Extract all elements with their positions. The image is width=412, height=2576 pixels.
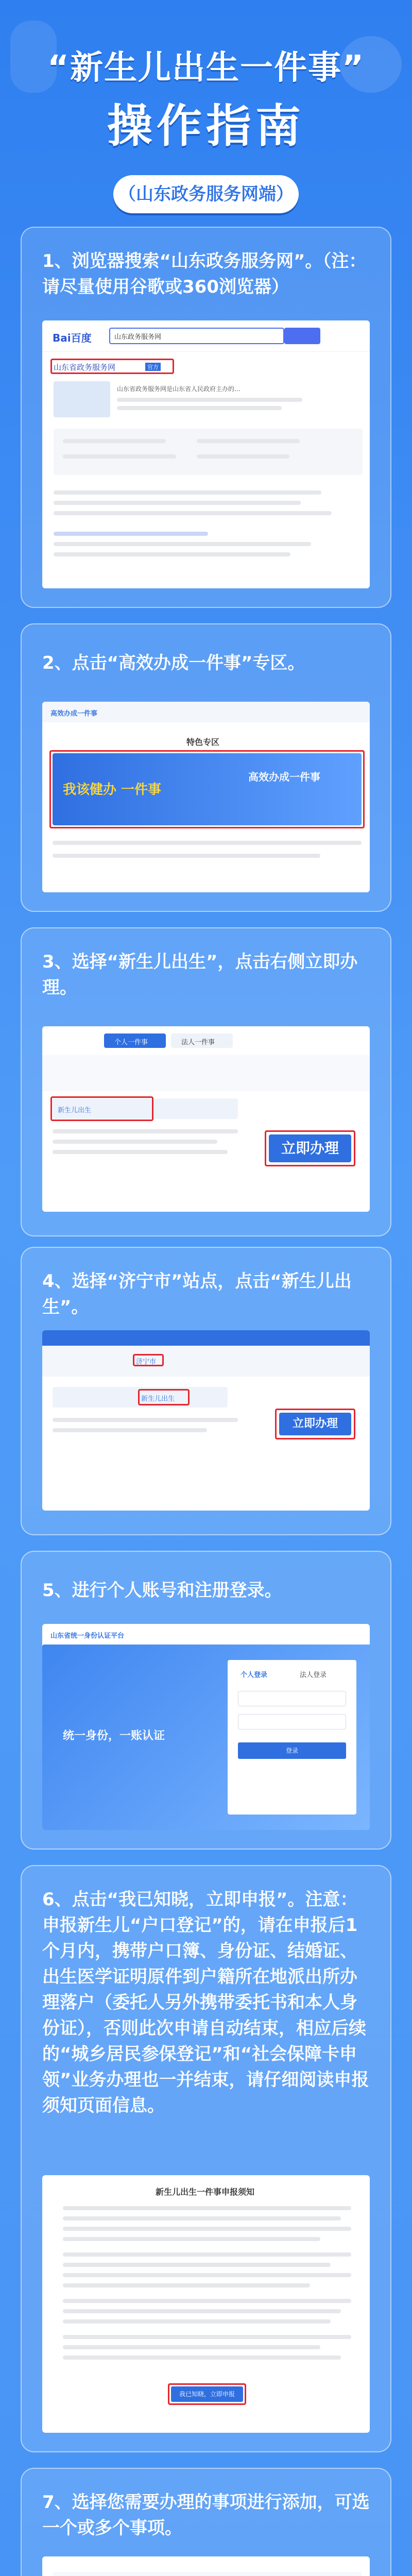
notice-line xyxy=(63,2273,351,2277)
hero-title-line1: “新生儿出生一件事” xyxy=(47,49,365,87)
password-input[interactable] xyxy=(238,1714,346,1730)
tab-personal-label: 个人一件事 xyxy=(114,1039,148,1046)
text-line xyxy=(54,552,290,556)
region-jining[interactable]: 济宁市 xyxy=(136,1358,157,1366)
link-line xyxy=(63,454,176,459)
site-nav xyxy=(42,1330,370,1346)
step-6-text: 6、点击“我已知晓，立即申报”。注意：申报新生儿“户口登记”的，请在申报后1个月内，携带户口簿、身份证、结婚证、出生医学证明原件到户籍所在地派出所办理落户（委托人另外携带委托书和本人身份证），否则此次申请自动结束，相应后续的“城乡居民参保登记”和“社会保障卡申领”业务办理也一并结束，请仔细阅读申报须知页面信息。 xyxy=(42,1889,369,2116)
text-line xyxy=(54,532,208,536)
apply-now-button[interactable]: 立即办理 xyxy=(269,1134,351,1162)
login-button[interactable]: 登录 xyxy=(238,1742,346,1759)
snippet-line xyxy=(117,398,302,402)
step-7-screenshot xyxy=(42,2556,370,2576)
notice-line xyxy=(63,2283,310,2287)
link-line xyxy=(63,439,166,443)
search-button[interactable] xyxy=(284,328,320,344)
tab-legal-login[interactable]: 法人登录 xyxy=(300,1671,327,1679)
step-6-card xyxy=(21,1865,391,2452)
matter-row xyxy=(53,2572,362,2576)
step-7-text: 7、选择您需要办理的事项进行添加，可选一个或多个事项。 xyxy=(42,2492,370,2538)
text-line xyxy=(53,854,320,858)
tab-legal-label: 法人一件事 xyxy=(181,1039,215,1046)
step-5-screenshot xyxy=(42,1624,370,1830)
text-line xyxy=(54,542,311,546)
site-brand: 高效办成一件事 xyxy=(50,710,98,718)
apply-highlight xyxy=(265,1130,355,1166)
step-5-text: 5、进行个人账号和注册登录。 xyxy=(42,1580,282,1601)
notice-line xyxy=(63,2263,331,2267)
step-6-screenshot xyxy=(42,2175,370,2433)
text-line xyxy=(53,1140,217,1144)
text-line xyxy=(53,1428,207,1432)
notice-line xyxy=(63,2252,351,2257)
confirm-highlight xyxy=(168,2383,246,2405)
apply-now-button[interactable]: 立即办理 xyxy=(279,1413,351,1435)
region-bar xyxy=(42,1346,370,1377)
step-2-screenshot xyxy=(42,702,370,892)
step-4-card xyxy=(21,1247,391,1535)
hero-subtitle: （山东政务服务网端） xyxy=(113,175,299,213)
step-7-card xyxy=(21,2468,391,2576)
step-2-text: 2、点击“高效办成一件事”专区。 xyxy=(42,653,305,673)
step-5-card xyxy=(21,1551,391,1850)
confirm-apply-button[interactable]: 我已知晓，立即申报 xyxy=(171,2386,243,2402)
result-snippet: 山东省政务服务网是山东省人民政府主办的... xyxy=(117,385,241,393)
text-line xyxy=(54,490,321,495)
step-1-screenshot xyxy=(42,320,370,588)
notice-line xyxy=(63,2227,351,2231)
search-query: 山东政务服务网 xyxy=(114,333,162,341)
text-line xyxy=(53,1150,228,1154)
notice-line xyxy=(63,2237,320,2241)
result-thumbnail xyxy=(54,381,110,417)
step-1-text: 1、浏览器搜索“山东政务服务网”。（注：请尽量使用谷歌或360浏览器） xyxy=(42,251,367,297)
text-line xyxy=(54,501,301,505)
auth-slogan: 统一身份，一账认证 xyxy=(63,1730,165,1742)
banner-right-text: 高效办成一件事 xyxy=(248,771,320,783)
link-line xyxy=(197,454,289,459)
tab-personal-login[interactable]: 个人登录 xyxy=(241,1671,268,1679)
text-line xyxy=(53,1418,238,1422)
notice-line xyxy=(63,2309,341,2313)
item-newborn: 新生儿出生 xyxy=(141,1395,175,1403)
hero-title-line2: 操作指南 xyxy=(107,99,305,152)
step-1-card xyxy=(21,227,391,608)
official-tag: 官方 xyxy=(145,363,161,371)
login-panel xyxy=(228,1660,356,1815)
result-links-block xyxy=(54,429,363,475)
item-newborn: 新生儿出生 xyxy=(58,1107,92,1114)
notice-line xyxy=(63,2335,351,2339)
step-3-text: 3、选择“新生儿出生”，点击右侧立即办理。 xyxy=(42,952,358,998)
step-3-card xyxy=(21,927,391,1236)
icon-row xyxy=(42,1055,370,1091)
notice-line xyxy=(63,2319,331,2324)
step-4-text: 4、选择“济宁市”站点，点击“新生儿出生”。 xyxy=(42,1271,352,1317)
auth-header: 山东省统一身份认证平台 xyxy=(50,1632,125,1640)
section-heading: 特色专区 xyxy=(186,737,220,747)
text-line xyxy=(53,1129,238,1133)
step-4-screenshot xyxy=(42,1330,370,1511)
banner-title: 我该健办 一件事 xyxy=(63,782,162,798)
notice-line xyxy=(63,2355,341,2360)
notice-title: 新生儿出生一件事申报须知 xyxy=(156,2187,255,2197)
text-line xyxy=(54,511,332,515)
link-line xyxy=(197,439,300,443)
notice-line xyxy=(63,2216,341,2221)
notice-line xyxy=(63,2206,351,2210)
result-title[interactable]: 山东省政务服务网 xyxy=(54,363,116,372)
step-2-card xyxy=(21,623,391,912)
apply-highlight xyxy=(275,1409,355,1439)
username-input[interactable] xyxy=(238,1691,346,1706)
notice-line xyxy=(63,2299,351,2303)
notice-line xyxy=(63,2345,320,2349)
step-3-screenshot xyxy=(42,1026,370,1212)
snippet-line xyxy=(117,406,282,410)
divider xyxy=(42,351,370,352)
text-line xyxy=(53,841,362,845)
baidu-logo: Bai百度 xyxy=(53,332,92,344)
